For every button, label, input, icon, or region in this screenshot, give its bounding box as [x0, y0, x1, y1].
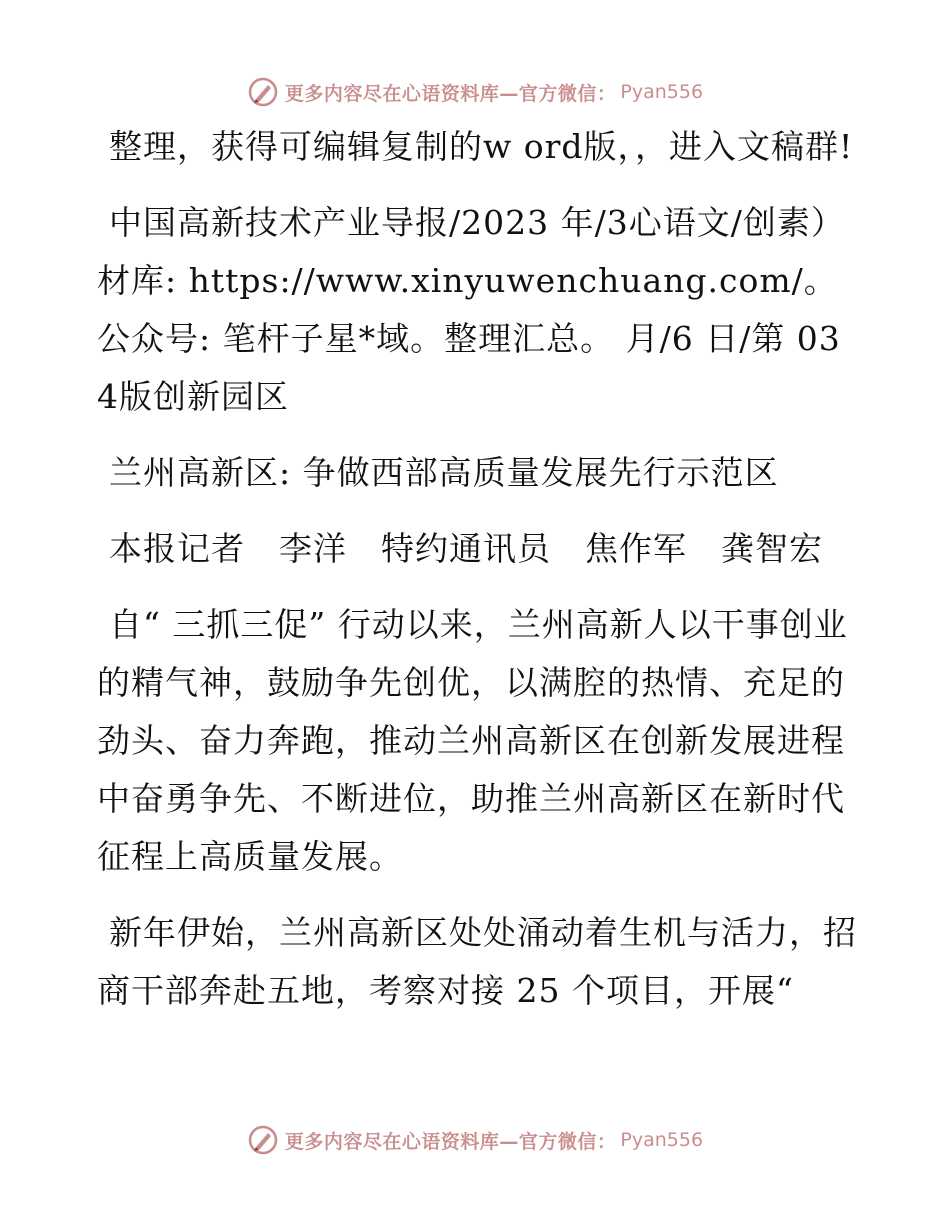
document-body	[97, 118, 857, 1038]
watermark-wechat-id: Pyan556	[620, 81, 704, 103]
header-watermark	[0, 72, 950, 112]
watermark-text: 更多内容尽在心语资料库—官方微信：	[284, 1130, 617, 1153]
source-paragraph: 中国高新技术产业导报/2023 年/3心语文/创素）材库: https://www.xinyuwenchuang.com/。公众号: 笔杆子星*域。整理汇总。 月/6 日/第 034版创新园区	[97, 203, 845, 416]
byline: 本报记者 李洋 特约通讯员 焦作军 龚智宏	[109, 529, 823, 568]
watermark-text: 更多内容尽在心语资料库—官方微信：	[284, 82, 617, 105]
pen-logo-icon	[247, 1124, 279, 1156]
footer-watermark	[0, 1120, 950, 1160]
watermark-wechat-id: Pyan556	[620, 1129, 704, 1151]
body-paragraph: 新年伊始，兰州高新区处处涌动着生机与活力，招商干部奔赴五地，考察对接 25 个项目，开展“	[97, 913, 857, 1010]
pen-logo-icon	[247, 76, 279, 108]
article-title: 兰州高新区: 争做西部高质量发展先行示范区	[109, 453, 779, 492]
intro-paragraph: 整理，获得可编辑复制的w ord版，，进入文稿群!	[109, 127, 854, 166]
body-paragraph: 自“ 三抓三促” 行动以来，兰州高新人以干事创业的精气神，鼓励争先创优，以满腔的热情、充足的劲头、奋力奔跑，推动兰州高新区在创新发展进程中奋勇争先、不断进位，助推兰州高新区在新时代征程上高质量发展。	[97, 605, 848, 876]
